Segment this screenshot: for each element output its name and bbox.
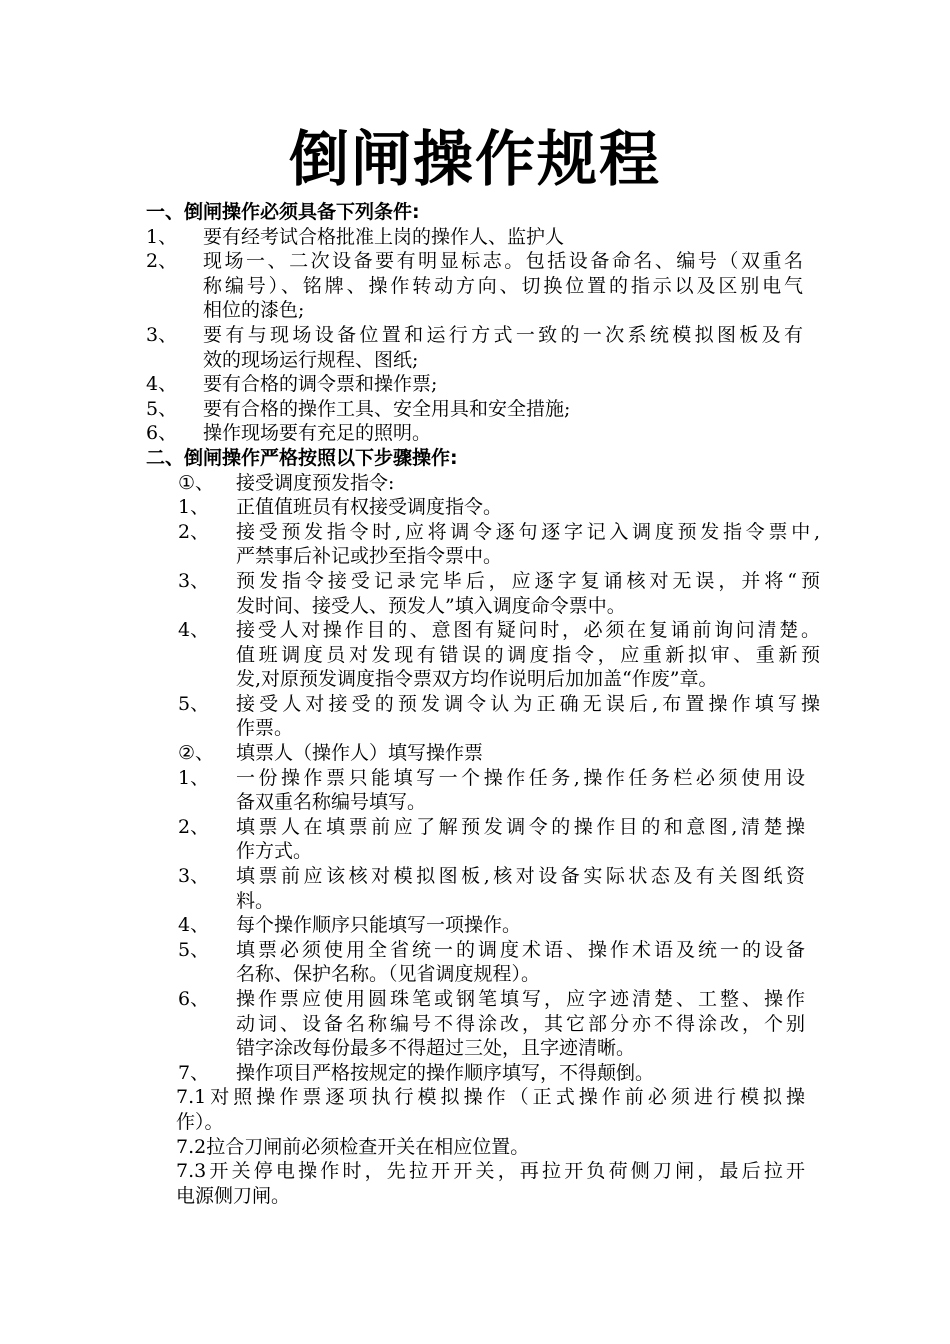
item-text: 接受预发指令时,应将调令逐句逐字记入调度预发指令票中, (236, 520, 820, 543)
item-text: 现场一、二次设备要有明显标志。包括设备命名、编号（双重名 (203, 250, 803, 273)
list-item (0, 594, 950, 619)
item-number: 4、 (178, 619, 210, 642)
item-number: 5、 (146, 397, 178, 420)
subsection-label: 填票人（操作人）填写操作票 (236, 742, 484, 765)
item-text: 填票人在填票前应了解预发调令的操作目的和意图,清楚操 (236, 815, 805, 838)
list-item (0, 643, 950, 668)
sub-note (0, 1085, 950, 1110)
sub-note (0, 1135, 950, 1160)
item-text: 操作现场要有充足的照明。 (203, 422, 432, 445)
note-text: 电源侧刀闸。 (176, 1184, 291, 1207)
list-item (0, 716, 950, 741)
list-item (0, 1061, 950, 1086)
item-number: 3、 (178, 569, 210, 592)
item-text: 严禁事后补记或抄至指令票中。 (236, 545, 503, 568)
item-number: 5、 (178, 938, 210, 961)
item-number: 6、 (178, 988, 210, 1010)
list-item (0, 1036, 950, 1061)
item-number: 3、 (178, 865, 210, 888)
item-text: 发,对原预发调度指令票双方均作说明后加加盖“作废”章。 (236, 668, 718, 691)
item-number: 5、 (178, 692, 210, 715)
item-text: 预发指令接受记录完毕后，应逐字复诵核对无误，并将“预 (236, 569, 820, 592)
list-item (0, 839, 950, 864)
list-item (0, 298, 950, 323)
list-item (0, 618, 950, 643)
list-item (0, 225, 950, 250)
item-text: 名称、保护名称。（见省调度规程）。 (236, 963, 541, 986)
item-text: 要有与现场设备位置和运行方式一致的一次系统模拟图板及有 (203, 323, 803, 346)
item-number: 7、 (178, 1061, 210, 1084)
sub-note (0, 1110, 950, 1135)
item-text: 料。 (236, 889, 275, 912)
list-item (0, 889, 950, 914)
sub-note (0, 1184, 950, 1209)
section-heading (0, 200, 950, 225)
note-text: 7.1对照操作票逐项执行模拟操作（正式操作前必须进行模拟操 (176, 1086, 805, 1109)
item-text: 每个操作顺序只能填写一项操作。 (236, 914, 522, 937)
subsection-heading (0, 741, 950, 766)
item-text: 备双重名称编号填写。 (236, 791, 427, 814)
item-text: 要有合格的调令票和操作票; (203, 373, 438, 396)
item-text: 正值值班员有权接受调度指令。 (236, 496, 503, 519)
item-text: 称编号）、铭牌、操作转动方向、切换位置的指示以及区别电气 (203, 274, 803, 297)
section-heading-text: 一、倒闸操作必须具备下列条件: (146, 201, 420, 223)
section-heading-text: 二、倒闸操作严格按照以下步骤操作: (146, 446, 458, 469)
list-item (0, 766, 950, 791)
list-item (0, 815, 950, 840)
item-text: 作方式。 (236, 840, 313, 863)
item-number: 1、 (178, 766, 210, 789)
item-number: 3、 (146, 323, 178, 346)
list-item (0, 962, 950, 987)
item-text: 动词、设备名称编号不得涂改，其它部分亦不得涂改，个别 (236, 1012, 805, 1035)
item-text: 接受人对操作目的、意图有疑问时，必须在复诵前询问清楚。 (236, 619, 820, 642)
item-number: 1、 (146, 225, 178, 248)
list-item (0, 692, 950, 717)
note-text: 7.2拉合刀闸前必须检查开关在相应位置。 (176, 1135, 530, 1158)
note-text: 7.3开关停电操作时，先拉开开关，再拉开负荷侧刀闸，最后拉开 (176, 1160, 805, 1183)
item-number: ①、 (178, 471, 215, 494)
item-text: 作票。 (236, 717, 294, 740)
item-number: 2、 (178, 815, 210, 838)
section-heading (0, 446, 950, 471)
item-text: 操作票应使用圆珠笔或钢笔填写，应字迹清楚、工整、操作 (236, 988, 805, 1010)
list-item (0, 348, 950, 373)
list-item (0, 274, 950, 299)
item-text: 发时间、接受人、预发人”填入调度命令票中。 (236, 594, 626, 617)
item-text: 填票前应该核对模拟图板,核对设备实际状态及有关图纸资 (236, 865, 805, 888)
item-text: 填票必须使用全省统一的调度术语、操作术语及统一的设备 (236, 938, 805, 961)
document-body (0, 200, 950, 1208)
item-text: 要有经考试合格批准上岗的操作人、监护人 (203, 225, 565, 248)
page-title: 倒闸操作规程 (289, 125, 661, 195)
list-item (0, 520, 950, 545)
list-item (0, 397, 950, 422)
list-item (0, 249, 950, 274)
list-item (0, 938, 950, 963)
list-item (0, 1012, 950, 1037)
item-text: 要有合格的操作工具、安全用具和安全措施; (203, 397, 571, 420)
item-text: 一份操作票只能填写一个操作任务,操作任务栏必须使用设 (236, 766, 805, 789)
subsection-label: 接受调度预发指令: (236, 471, 395, 494)
item-text: 操作项目严格按规定的操作顺序填写，不得颠倒。 (236, 1061, 655, 1084)
sub-note (0, 1159, 950, 1184)
item-number: 1、 (178, 496, 210, 519)
subsection-heading (0, 471, 950, 496)
list-item (0, 913, 950, 938)
item-text: 接受人对接受的预发调令认为正确无误后,布置操作填写操 (236, 692, 820, 715)
list-item (0, 372, 950, 397)
list-item (0, 987, 950, 1012)
item-number: 6、 (146, 422, 178, 445)
list-item (0, 864, 950, 889)
note-text: 作）。 (176, 1110, 224, 1133)
item-number: 2、 (146, 250, 178, 273)
item-number: 4、 (146, 373, 178, 396)
item-text: 错字涂改每份最多不得超过三处，且字迹清晰。 (236, 1037, 636, 1060)
item-number: ②、 (178, 742, 215, 765)
list-item (0, 323, 950, 348)
list-item (0, 667, 950, 692)
list-item (0, 569, 950, 594)
item-text: 相位的漆色; (203, 299, 305, 322)
list-item (0, 790, 950, 815)
item-text: 效的现场运行规程、图纸; (203, 348, 419, 371)
list-item (0, 544, 950, 569)
item-text: 值班调度员对发现有错误的调度指令，应重新拟审、重新预 (236, 643, 820, 666)
item-number: 2、 (178, 520, 210, 543)
list-item (0, 421, 950, 446)
list-item (0, 495, 950, 520)
item-number: 4、 (178, 914, 210, 937)
